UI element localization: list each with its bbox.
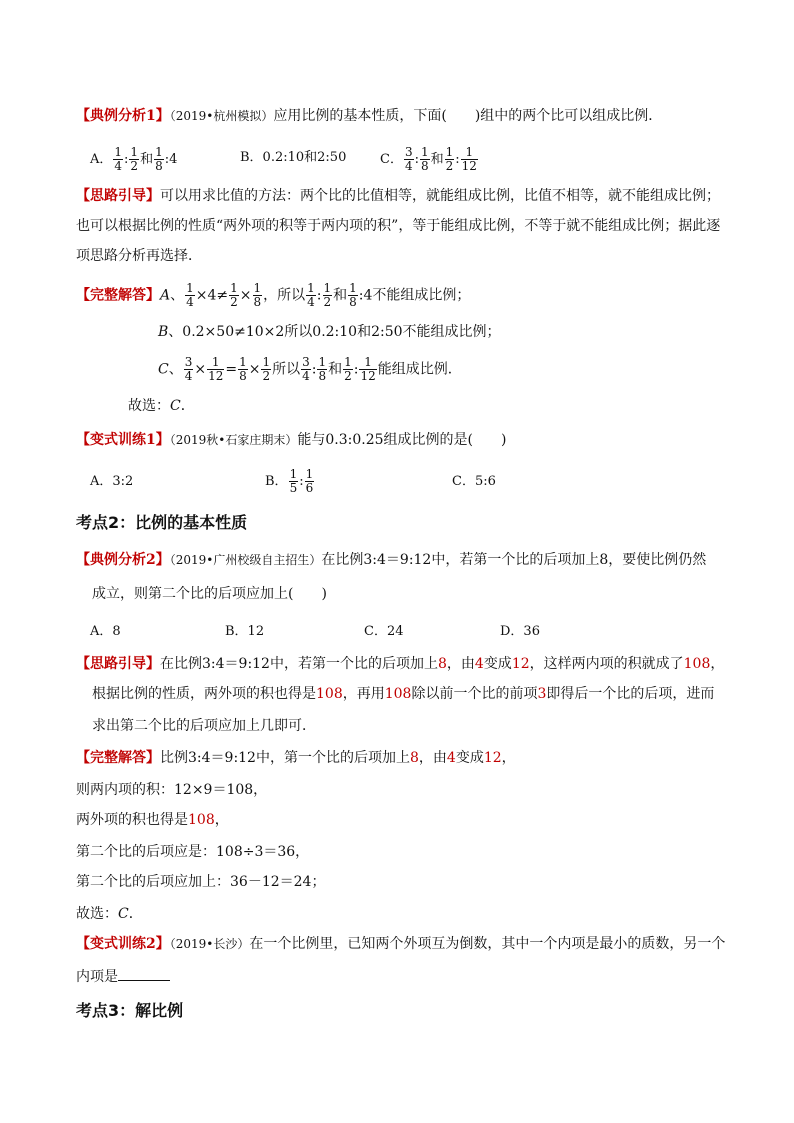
ex1-answer-tag: 【完整解答】 xyxy=(76,287,160,304)
var2-question-line-2: 内项是 xyxy=(76,966,170,987)
ex2-guide-line-2: 根据比例的性质，两外项的积也得是108，再用108除以前一个比的前项3即得后一个比的后项，进而 xyxy=(92,686,715,702)
fraction: $\frac{3}{4}$ xyxy=(404,145,413,173)
ex2-tag: 【典例分析2】 xyxy=(76,552,170,568)
section-heading-3: 考点3：解比例 xyxy=(76,1001,184,1020)
var1-question-line: 【变式训练1】（2019秋•石家庄期末）能与0.3:0.25组成比例的是( ) xyxy=(76,432,507,448)
fraction: $\frac{1}{2}$ xyxy=(130,145,139,173)
ex1-option-c: C． $\frac{3}{4}$ : $\frac{1}{8}$ 和 $\frac{1}{2}$ : $\frac{1}{12}$ xyxy=(380,145,477,173)
ex1-tag: 【典例分析1】 xyxy=(76,108,170,124)
ex2-guide-line-3: 求出第二个比的后项应加上几即可． xyxy=(92,718,316,734)
ex2-option-d: D．36 xyxy=(500,624,540,639)
var1-tag: 【变式训练1】 xyxy=(76,432,170,448)
ex2-guide-tag: 【思路引导】 xyxy=(76,656,160,672)
fraction: $\frac{1}{2}$ xyxy=(445,145,454,173)
ex2-option-a: A．8 xyxy=(90,624,121,639)
ex2-answer-line-2: 则两内项的积：12×9＝108， xyxy=(76,782,268,798)
ex2-answer-line-5: 第二个比的后项应加上：36－12＝24； xyxy=(76,874,326,890)
ex2-answer-line-3: 两外项的积也得是108， xyxy=(76,812,229,828)
ex1-guide-tag: 【思路引导】 xyxy=(76,188,160,204)
ex1-question-line xyxy=(76,106,662,126)
ex1-option-a: A． $\frac{1}{4}$ : $\frac{1}{2}$ 和 $\frac{1}{8}$ :4 xyxy=(90,145,178,173)
answer-blank[interactable] xyxy=(118,966,170,981)
ex2-question-line-1: 【典例分析2】（2019•广州校级自主招生）在比例3:4＝9:12中，若第一个比的后项加上8，要使比例仍然 xyxy=(76,552,707,568)
fraction: $\frac{1}{8}$ xyxy=(155,145,163,173)
var1-option-c: C．5:6 xyxy=(452,474,496,489)
fraction: $\frac{1}{4}$ xyxy=(114,145,123,173)
var2-question-line-1: 【变式训练2】（2019•长沙）在一个比例里，已知两个外项互为倒数，其中一个内项是最小的质数，另一个 xyxy=(76,936,726,952)
ex1-guide-line-2: 也可以根据比例的性质“两外项的积等于两内项的积”，等于能组成比例，不等于就不能组成比例；据此逐 xyxy=(76,218,721,234)
var2-tag: 【变式训练2】 xyxy=(76,936,170,952)
ex1-answer-line-a: 【完整解答】A、 $\frac{1}{4}$ ×4≠ $\frac{1}{2}$ × $\frac{1}{8}$ ，所以 $\frac{1}{4}$ : $\frac{1}{2}$ 和 $\frac{1}{8}$ :4不能组成比例； xyxy=(76,281,471,309)
ex1-source: （2019•杭州模拟） xyxy=(169,109,274,123)
var1-option-b: B． $\frac{1}{5}$ : $\frac{1}{6}$ xyxy=(265,467,314,495)
fraction: $\frac{1}{12}$ xyxy=(461,145,477,173)
fraction: $\frac{1}{8}$ xyxy=(420,145,429,173)
guide-text: 可以用求比值的方法：两个比的比值相等，就能组成比例，比值不相等，就不能组成比例； xyxy=(160,188,720,204)
ex2-question-line-2: 成立，则第二个比的后项应加上( ) xyxy=(92,586,327,602)
ex2-answer-line-4: 第二个比的后项应是：108÷3＝36， xyxy=(76,844,310,860)
ex2-choice: 故选：C． xyxy=(76,906,143,922)
ex1-guide-line-3: 项思路分析再选择． xyxy=(76,248,202,264)
option-label: A． xyxy=(90,152,113,167)
section-heading-2: 考点2：比例的基本性质 xyxy=(76,513,248,532)
ex1-option-b: B．0.2:10和2:50 xyxy=(240,150,347,165)
ex2-answer-tag: 【完整解答】 xyxy=(76,750,160,766)
ex1-guide-line-1 xyxy=(76,186,720,206)
ex1-choice: 故选：C． xyxy=(128,398,195,414)
var1-option-a: A．3:2 xyxy=(90,474,134,489)
ex1-question: 应用比例的基本性质，下面( )组中的两个比可以组成比例． xyxy=(273,108,663,124)
ex2-answer-line-1: 【完整解答】比例3:4＝9:12中，第一个比的后项加上8，由4变成12， xyxy=(76,750,516,766)
ex2-option-b: B．12 xyxy=(225,624,265,639)
ex1-answer-line-b: B、0.2×50≠10×2所以0.2:10和2:50不能组成比例； xyxy=(158,324,501,340)
ex2-guide-line-1: 【思路引导】在比例3:4＝9:12中，若第一个比的后项加上8，由4变成12，这样两内项的积就成了108， xyxy=(76,656,725,672)
ex2-option-c: C．24 xyxy=(364,624,404,639)
ex1-answer-line-c: C、 $\frac{3}{4}$ × $\frac{1}{12}$ = $\frac{1}{8}$ × $\frac{1}{2}$ 所以 $\frac{3}{4}$ : $\frac{1}{8}$ 和 $\frac{1}{2}$ : $\frac{1}{12}$ 能组成比例． xyxy=(158,355,462,383)
